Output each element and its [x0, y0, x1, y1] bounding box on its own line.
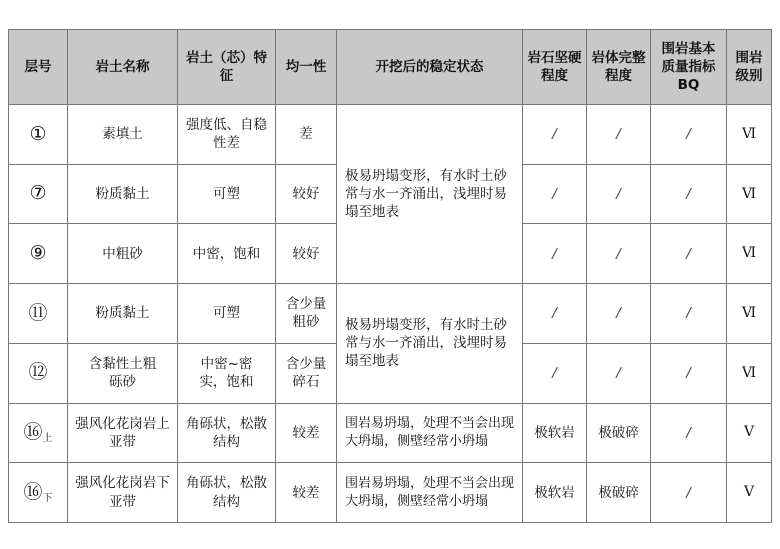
bq-cell: /	[651, 284, 727, 344]
layer-number: ⑯	[23, 480, 43, 503]
feature-cell: 可塑	[178, 164, 276, 224]
header-row	[9, 30, 772, 105]
integrity-cell: /	[587, 343, 651, 403]
bq-cell: /	[651, 164, 727, 224]
integrity-cell: /	[587, 105, 651, 165]
integrity-cell: /	[587, 284, 651, 344]
layer-cell	[9, 403, 68, 463]
uniformity-cell: 较差	[276, 403, 337, 463]
stability-cell: 围岩易坍塌，处理不当会出现大坍塌，侧壁经常小坍塌	[337, 403, 523, 463]
stability-cell: 围岩易坍塌，处理不当会出现大坍塌，侧壁经常小坍塌	[337, 463, 523, 523]
hardness-cell: 极软岩	[523, 463, 587, 523]
feature-cell: 中密，饱和	[178, 224, 276, 284]
feature-cell: 强度低、自稳性差	[178, 105, 276, 165]
stability-cell-merged: 极易坍塌变形，有水时土砂常与水一齐涌出，浅埋时易塌至地表	[337, 284, 523, 403]
header-layer: 层号	[9, 30, 68, 105]
hardness-cell: /	[523, 343, 587, 403]
rock-classification-table	[8, 29, 772, 523]
table-row	[9, 105, 772, 165]
layer-cell: ⑨	[9, 224, 68, 284]
integrity-cell: /	[587, 224, 651, 284]
header-integrity: 岩体完整程度	[587, 30, 651, 105]
name-cell: 强风化花岗岩上亚带	[68, 403, 178, 463]
name-cell: 粉质黏土	[68, 284, 178, 344]
name-cell: 中粗砂	[68, 224, 178, 284]
table-row	[9, 284, 772, 344]
bq-cell: /	[651, 105, 727, 165]
grade-cell: Ⅴ	[727, 403, 772, 463]
integrity-cell: 极破碎	[587, 463, 651, 523]
feature-cell: 角砾状，松散结构	[178, 403, 276, 463]
header-hardness: 岩石坚硬程度	[523, 30, 587, 105]
uniformity-cell: 含少量碎石	[276, 343, 337, 403]
header-stability: 开挖后的稳定状态	[337, 30, 523, 105]
table-row	[9, 463, 772, 523]
table-row	[9, 403, 772, 463]
header-feature: 岩土（芯）特征	[178, 30, 276, 105]
header-grade: 围岩级别	[727, 30, 772, 105]
grade-cell: Ⅴ	[727, 463, 772, 523]
hardness-cell: /	[523, 164, 587, 224]
hardness-cell: /	[523, 284, 587, 344]
name-cell: 强风化花岗岩下亚带	[68, 463, 178, 523]
hardness-cell: 极软岩	[523, 403, 587, 463]
feature-cell: 可塑	[178, 284, 276, 344]
integrity-cell: /	[587, 164, 651, 224]
grade-cell: Ⅵ	[727, 164, 772, 224]
bq-cell: /	[651, 343, 727, 403]
layer-number: ⑯	[23, 421, 43, 444]
layer-cell: ⑦	[9, 164, 68, 224]
integrity-cell: 极破碎	[587, 403, 651, 463]
layer-subscript: 上	[42, 433, 53, 445]
name-cell: 粉质黏土	[68, 164, 178, 224]
hardness-cell: /	[523, 105, 587, 165]
grade-cell: Ⅵ	[727, 105, 772, 165]
uniformity-cell: 含少量粗砂	[276, 284, 337, 344]
grade-cell: Ⅵ	[727, 224, 772, 284]
header-name: 岩土名称	[68, 30, 178, 105]
uniformity-cell: 较好	[276, 224, 337, 284]
bq-cell: /	[651, 403, 727, 463]
feature-cell: 中密~密实，饱和	[178, 343, 276, 403]
hardness-cell: /	[523, 224, 587, 284]
uniformity-cell: 较好	[276, 164, 337, 224]
layer-cell: ⑪	[9, 284, 68, 344]
uniformity-cell: 差	[276, 105, 337, 165]
layer-cell: ①	[9, 105, 68, 165]
rock-classification-table-container	[8, 29, 771, 523]
layer-cell	[9, 463, 68, 523]
name-cell: 含黏性土粗砾砂	[68, 343, 178, 403]
header-uniformity: 均一性	[276, 30, 337, 105]
header-bq: 围岩基本质量指标BQ	[651, 30, 727, 105]
name-cell: 素填土	[68, 105, 178, 165]
grade-cell: Ⅵ	[727, 343, 772, 403]
stability-cell-merged: 极易坍塌变形，有水时土砂常与水一齐涌出，浅埋时易塌至地表	[337, 105, 523, 284]
layer-cell: ⑫	[9, 343, 68, 403]
bq-cell: /	[651, 224, 727, 284]
grade-cell: Ⅵ	[727, 284, 772, 344]
bq-cell: /	[651, 463, 727, 523]
layer-subscript: 下	[42, 492, 53, 504]
uniformity-cell: 较差	[276, 463, 337, 523]
feature-cell: 角砾状，松散结构	[178, 463, 276, 523]
